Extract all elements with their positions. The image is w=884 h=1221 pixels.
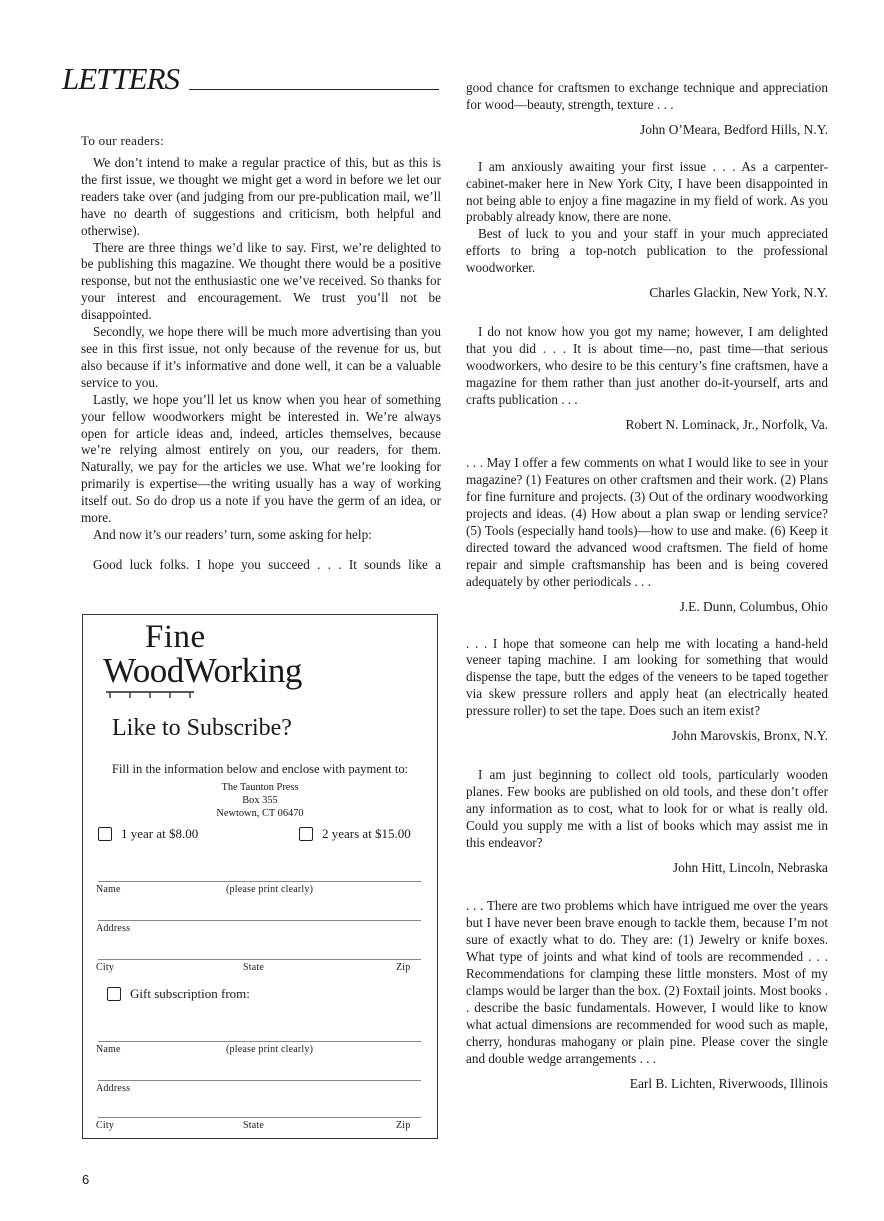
address-label: Address	[96, 923, 131, 934]
option-two-years[interactable]	[299, 826, 411, 842]
state-label: State	[243, 962, 264, 973]
letter-text: Best of luck to you and your staff in your much appreciated efforts to bring a top-notch publication to the professional woodworker.	[466, 226, 828, 276]
letter-signature: Charles Glackin, New York, N.Y.	[649, 285, 828, 301]
logo-fine: Fine	[145, 619, 206, 655]
option-one-year[interactable]	[98, 826, 198, 842]
gift-address-label: Address	[96, 1083, 131, 1094]
letter	[466, 636, 828, 745]
subscribe-heading: Like to Subscribe?	[112, 715, 292, 741]
gift-address-field[interactable]	[98, 1080, 421, 1081]
magazine-logo	[103, 619, 343, 711]
page-number: 6	[82, 1172, 90, 1187]
letter-opening: Good luck folks. I hope you succeed . . . It sounds like a	[93, 556, 441, 572]
letter-text: I am anxiously awaiting your first issue . . . As a carpenter-cabinet-maker here in New York City, I have been disappointed in not being able to enjoy a fine magazine in my field of work. As you probably already know, there are none.	[466, 158, 828, 225]
intro-paragraph: There are three things we’d like to say. First, we’re delighted to be publishing this magazine. We thought there would be a positive response, but not the enthusiastic one we’ve received. So thanks for your interest and encouragement. We trust you’ll not be disappointed.	[81, 239, 441, 323]
letter-text: I do not know how you got my name; however, I am delighted that you did . . . It is about time—no, past time—that serious woodworkers, who desire to be this century’s fine craftsmen, have a magazine for them rather than just another do-it-yourself, arts and crafts publication . . .	[466, 323, 828, 407]
logo-ruler-icon	[106, 691, 196, 699]
letter	[466, 767, 828, 876]
gift-city-state-zip-field[interactable]	[98, 1117, 421, 1118]
checkbox-two-years[interactable]	[299, 827, 313, 841]
gift-zip-label: Zip	[396, 1120, 411, 1131]
salutation: To our readers:	[81, 133, 165, 148]
name-label: Name	[96, 884, 121, 895]
address-field[interactable]	[98, 920, 421, 921]
checkbox-one-year[interactable]	[98, 827, 112, 841]
intro-paragraph: And now it’s our readers’ turn, some asking for help:	[93, 526, 372, 542]
checkbox-gift[interactable]	[107, 987, 121, 1001]
letter-text: . . . There are two problems which have intrigued me over the years but I have never been brave enough to tackle them, because I’m not sure of exactly what to do. They are: (1) Jewelry or knife boxes. What type of joints and what kind of tools are recommended . . . Recommendations for clamping these little monsters. Most of my clamps would be larger than the box. (2) Foxtail joints. Most books . . describe the basic fundamentals. However, I would like to know what actual dimensions are recommended for wood such as maple, cherry, honduras mahogany or plain pine. Please cover the single and double wedge arrangements . . .	[466, 898, 829, 1066]
letter-signature: John O’Meara, Bedford Hills, N.Y.	[640, 121, 828, 137]
section-header	[62, 62, 442, 96]
letter-signature: J.E. Dunn, Columbus, Ohio	[679, 598, 828, 614]
editor-note	[81, 155, 441, 574]
city-state-zip-field[interactable]	[98, 959, 421, 960]
letter-signature: John Marovskis, Bronx, N.Y.	[671, 728, 828, 744]
gift-city-label: City	[96, 1120, 115, 1131]
title-rule	[189, 89, 439, 90]
print-note: (please print clearly)	[226, 884, 314, 895]
gift-state-label: State	[243, 1120, 264, 1131]
address-line: Newtown, CT 06470	[216, 808, 304, 819]
letter-text: I am just beginning to collect old tools, particularly wooden planes. Few books are published on old tools, and these don’t offer any information as to cost, what to look for or what is really old. Could you supply me with a list of books which may assist me in this endeavor?	[466, 767, 828, 850]
logo-woodworking: WoodWorking	[103, 651, 302, 690]
gift-print-note: (please print clearly)	[226, 1044, 314, 1055]
letter-text: . . . May I offer a few comments on what I would like to see in your magazine? (1) Features on other craftsmen and their work. (2) Plans for fine furniture and projects. (3) Out of the ordinary woodworking projects and ideas. (4) How about a plan swap or lending service? (5) Tools (especially hand tools)—how to use and make. (6) Keep it directed toward the advanced wood craftsmen. The field of home repair and simple craftsmanship has been and is being covered adequately by other periodicals . . .	[466, 455, 828, 589]
mailing-address	[83, 781, 437, 820]
zip-label: Zip	[396, 962, 411, 973]
gift-label: Gift subscription from:	[130, 986, 250, 1001]
option-two-years-label: 2 years at $15.00	[322, 826, 411, 841]
letter	[466, 324, 828, 433]
letter	[466, 455, 828, 615]
intro-paragraph: Secondly, we hope there will be much more advertising than you see in this first issue, not only because of the revenue for us, but also because if it’s informative and done well, it can be a valuable service to you.	[81, 324, 441, 390]
letter	[466, 80, 828, 139]
letter-signature: Earl B. Lichten, Riverwoods, Illinois	[629, 1075, 828, 1091]
letter	[466, 159, 828, 302]
letter-signature: John Hitt, Lincoln, Nebraska	[672, 859, 828, 875]
letters-column	[466, 80, 828, 1092]
letter-text: . . . I hope that someone can help me with locating a hand-held veneer taping machine. I am looking for something that would dispense the tape, butt the edges of the veneers to be taped together via skew pressure rollers and apply heat (an electrically heated pressure roller) to set the tape. Does such an item exist?	[466, 635, 828, 719]
subscription-form	[82, 614, 438, 1139]
city-label: City	[96, 962, 115, 973]
gift-option[interactable]	[107, 986, 250, 1002]
section-title: LETTERS	[62, 61, 180, 96]
intro-paragraph: We don’t intend to make a regular practice of this, but as this is the first issue, we thought we might get a word in before we let our readers take over (and judging from our pre-publication mail, we’ll have no dearth of suggestions and criticism, both helpful and otherwise).	[81, 155, 441, 238]
name-field[interactable]	[98, 881, 421, 882]
letter-text: good chance for craftsmen to exchange technique and appreciation for wood—beauty, strength, texture . . .	[466, 80, 828, 112]
letter	[466, 898, 828, 1092]
address-line: The Taunton Press	[221, 782, 299, 793]
option-one-year-label: 1 year at $8.00	[121, 826, 199, 841]
gift-name-label: Name	[96, 1044, 121, 1055]
intro-paragraph: Lastly, we hope you’ll let us know when you hear of something your fellow woodworkers might be interested in. We’re always open for article ideas and, indeed, articles themselves, because we’re relying almost entirely on you, our readers, for them. Naturally, we pay for the articles we use. What we’re looking for primarily is expertise—the writing usually has a way of working itself out. So do drop us a note if you have the germ of an idea, or more.	[81, 391, 441, 526]
letter-signature: Robert N. Lominack, Jr., Norfolk, Va.	[625, 416, 828, 432]
form-instruction: Fill in the information below and enclose with payment to:	[111, 762, 409, 776]
gift-name-field[interactable]	[98, 1041, 421, 1042]
address-line: Box 355	[242, 795, 278, 806]
